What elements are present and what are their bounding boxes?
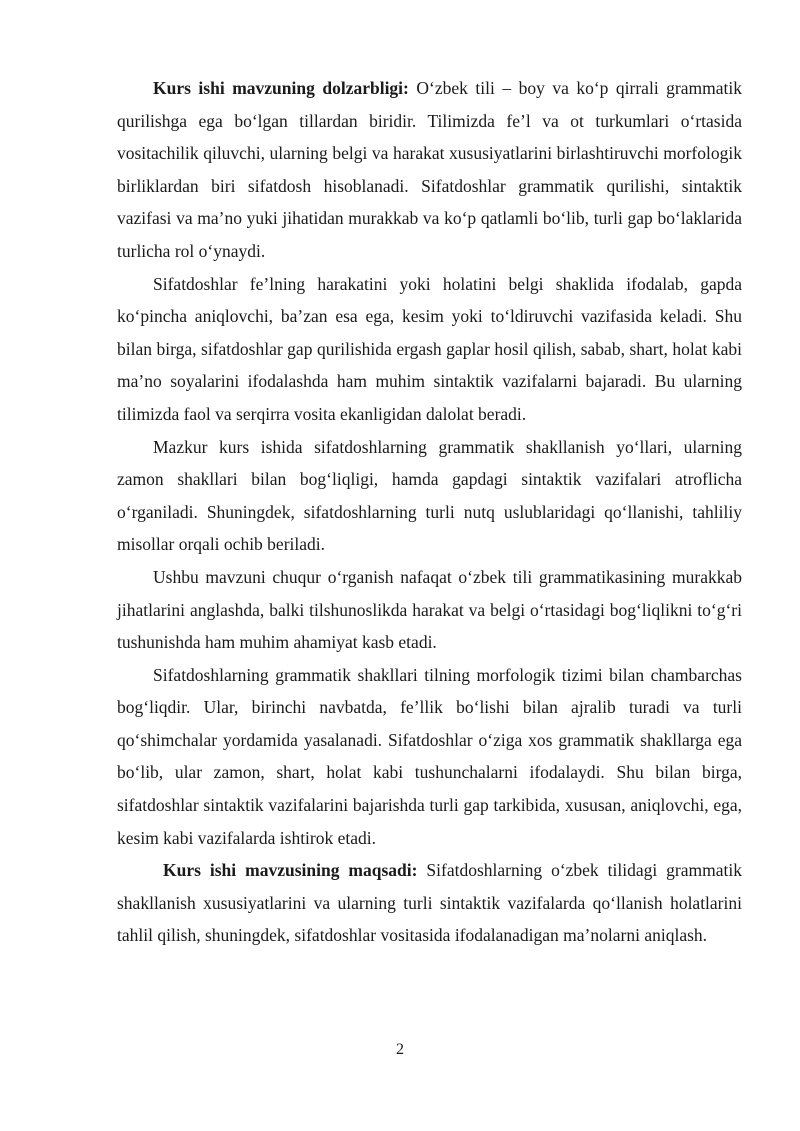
paragraph-relevance <box>117 72 742 268</box>
paragraph-grammatical-forms: Sifatdoshlarning grammatik shakllari tilning morfologik tizimi bilan chambarchas bogʻliqdir. Ular, birinchi navbatda, feʼllik boʻlishi bilan ajralib turadi va turli qoʻshimchalar yordamida yasalanadi. Sifatdoshlar oʻziga xos grammatik shakllarga ega boʻlib, ular zamon, shart, holat kabi tushunchalarni ifodalaydi. Shu bilan birga, sifatdoshlar sintaktik vazifalarini bajarishda turli gap tarkibida, xususan, aniqlovchi, ega, kesim kabi vazifalarda ishtirok etadi. <box>117 664 742 848</box>
paragraph-participle-functions: Sifatdoshlar feʼlning harakatini yoki holatini belgi shaklida ifodalab, gapda koʻpincha aniqlovchi, baʼzan esa ega, kesim yoki toʻldiruvchi vazifasida keladi. Shu bilan birga, sifatdoshlar gap qurilishida ergash gaplar hosil qilish, sabab, shart, holat kabi maʼno soyalarini ifodalashda ham muhim sintaktik vazifalarni bajaradi. Bu ularning tilimizda faol va serqirra vosita ekanligidan dalolat beradi. <box>117 273 742 424</box>
goal-text: Sifatdoshlarning oʻzbek tilidagi grammatik shakllanish xususiyatlarini va ularning turli sintaktik vazifalarda qoʻllanish holatlarini tahlil qilish, shuningdek, sifatdoshlar vositasida ifodalanadigan maʼnolarni aniqlash. <box>117 860 742 946</box>
page-number: 2 <box>396 1041 404 1058</box>
relevance-heading: Kurs ishi mavzuning dolzarbligi: <box>153 78 409 98</box>
relevance-text: Oʻzbek tili – boy va koʻp qirrali grammatik qurilishga ega boʻlgan tillardan biridir. Tilimizda feʼl va ot turkumlari oʻrtasida vositachilik qiluvchi, ularning belgi va harakat xususiyatlarini birlashtiruvchi morfologik birliklardan biri sifatdosh hisoblanadi. Sifatdoshlar grammatik qurilishi, sintaktik vazifasi va maʼno yuki jihatidan murakkab va koʻp qatlamli boʻlib, turli gap boʻlaklarida turlicha rol oʻynaydi. <box>117 78 742 261</box>
document-body <box>117 72 742 952</box>
paragraph-goal <box>117 854 742 952</box>
goal-heading: Kurs ishi mavzusining maqsadi: <box>163 860 418 881</box>
paragraph-course-scope: Mazkur kurs ishida sifatdoshlarning grammatik shakllanish yoʻllari, ularning zamon shakllari bilan bogʻliqligi, hamda gapdagi sintaktik vazifalari atroflicha oʻrganiladi. Shuningdek, sifatdoshlarning turli nutq uslublaridagi qoʻllanishi, tahliliy misollar orqali ochib beriladi. <box>117 436 742 555</box>
paragraph-study-importance: Ushbu mavzuni chuqur oʻrganish nafaqat oʻzbek tili grammatikasining murakkab jihatlarini anglashda, balki tilshunoslikda harakat va belgi oʻrtasidagi bogʻliqlikni toʻgʻri tushunishda ham muhim ahamiyat kasb etadi. <box>117 566 742 653</box>
